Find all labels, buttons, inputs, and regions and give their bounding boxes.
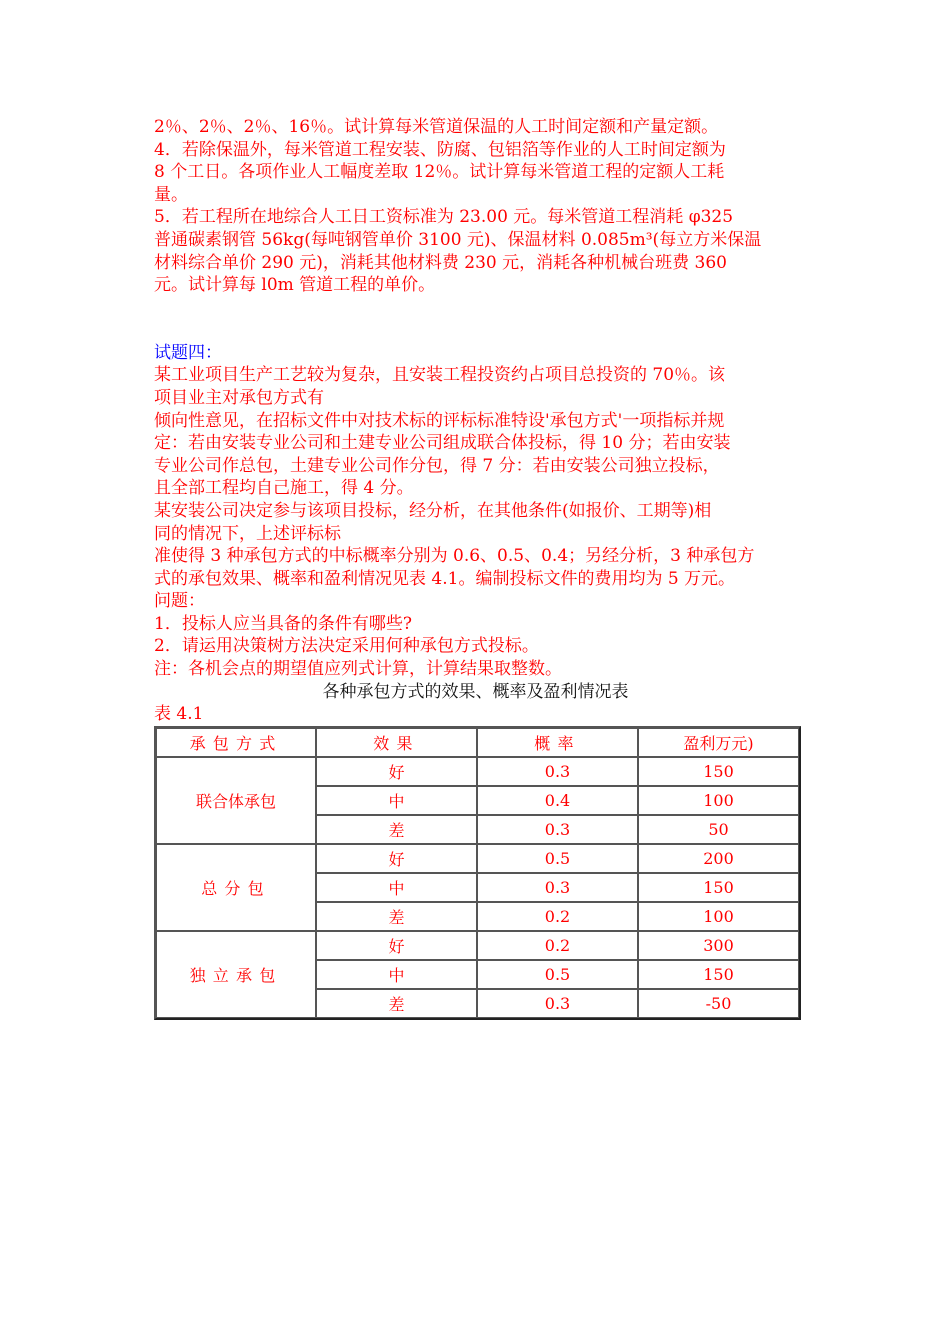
spacer <box>154 297 804 342</box>
table-row <box>156 757 799 786</box>
text-line: 元。试计算每 l0m 管道工程的单价。 <box>154 275 436 296</box>
profit-cell: -50 <box>638 989 799 1018</box>
effect-cell: 中 <box>316 960 477 989</box>
text-line: 专业公司作总包，土建专业公司作分包，得 7 分：若由安装公司独立投标， <box>154 455 720 476</box>
table-label: 表 4.1 <box>154 704 204 725</box>
effect-cell: 差 <box>316 815 477 844</box>
text-line: 项目业主对承包方式有 <box>154 387 324 408</box>
effect-cell: 好 <box>316 931 477 960</box>
section-title: 试题四： <box>154 342 222 363</box>
prob-cell: 0.3 <box>477 757 638 786</box>
group-cell: 联合体承包 <box>156 757 316 844</box>
document-body <box>154 116 804 1020</box>
prob-cell: 0.3 <box>477 989 638 1018</box>
text-line: 同的情况下，上述评标标 <box>154 523 341 544</box>
prob-cell: 0.3 <box>477 873 638 902</box>
text-line: 材料综合单价 290 元)，消耗其他材料费 230 元，消耗各种机械台班费 360 <box>154 252 727 273</box>
text-line: 倾向性意见，在招标文件中对技术标的评标标准特设'承包方式'一项指标并规 <box>154 410 725 431</box>
profit-cell: 300 <box>638 931 799 960</box>
text-line: 式的承包效果、概率和盈利情况见表 4.1。编制投标文件的费用均为 5 万元。 <box>154 568 736 589</box>
body-paragraphs <box>154 364 804 680</box>
effect-cell: 中 <box>316 786 477 815</box>
header-cell: 概率 <box>477 728 638 757</box>
profit-cell: 200 <box>638 844 799 873</box>
profit-cell: 150 <box>638 757 799 786</box>
prob-cell: 0.3 <box>477 815 638 844</box>
text-line: 8 个工日。各项作业人工幅度差取 12％。试计算每米管道工程的定额人工耗 <box>154 162 725 183</box>
text-line: 定：若由安装专业公司和土建专业公司组成联合体投标，得 10 分；若由安装 <box>154 433 731 454</box>
effect-cell: 差 <box>316 902 477 931</box>
text-line: 问题： <box>154 591 205 612</box>
text-line: 准使得 3 种承包方式的中标概率分别为 0.6、0.5、0.4；另经分析，3 种承包方 <box>154 546 755 567</box>
effect-cell: 好 <box>316 844 477 873</box>
table-caption: 各种承包方式的效果、概率及盈利情况表 <box>322 681 629 702</box>
text-line: 1．投标人应当具备的条件有哪些? <box>154 613 412 634</box>
text-line: 2％、2％、2％、16％。试计算每米管道保温的人工时间定额和产量定额。 <box>154 117 719 137</box>
contract-table <box>154 726 801 1020</box>
effect-cell: 好 <box>316 757 477 786</box>
profit-cell: 150 <box>638 960 799 989</box>
prob-cell: 0.5 <box>477 960 638 989</box>
prob-cell: 0.5 <box>477 844 638 873</box>
text-line: 且全部工程均自己施工，得 4 分。 <box>154 478 414 499</box>
text-line: 注：各机会点的期望值应列式计算，计算结果取整数。 <box>154 659 562 680</box>
table-row <box>156 931 799 960</box>
text-line: 5．若工程所在地综合人工日工资标准为 23.00 元。每米管道工程消耗 φ325 <box>154 207 734 228</box>
table-row <box>156 844 799 873</box>
profit-cell: 100 <box>638 902 799 931</box>
prob-cell: 0.2 <box>477 902 638 931</box>
effect-cell: 中 <box>316 873 477 902</box>
text-line: 某工业项目生产工艺较为复杂，且安装工程投资约占项目总投资的 70％。该 <box>154 365 726 386</box>
text-line: 某安装公司决定参与该项目投标，经分析，在其他条件(如报价、工期等)相 <box>154 500 712 521</box>
group-cell: 总分包 <box>156 844 316 931</box>
header-cell: 承包方式 <box>156 728 316 757</box>
header-cell: 盈利万元) <box>638 728 799 757</box>
group-cell: 独立承包 <box>156 931 316 1018</box>
text-line: 4．若除保温外，每米管道工程安装、防腐、包铝箔等作业的人工时间定额为 <box>154 139 726 160</box>
header-cell: 效果 <box>316 728 477 757</box>
prob-cell: 0.4 <box>477 786 638 815</box>
top-paragraphs <box>154 116 804 297</box>
text-line: 普通碳素钢管 56kg(每吨钢管单价 3100 元)、保温材料 0.085m³(每立方米保温 <box>154 229 762 250</box>
effect-cell: 差 <box>316 989 477 1018</box>
table-header-row <box>156 728 799 757</box>
profit-cell: 100 <box>638 786 799 815</box>
text-line: 2．请运用决策树方法决定采用何种承包方式投标。 <box>154 636 539 657</box>
profit-cell: 50 <box>638 815 799 844</box>
profit-cell: 150 <box>638 873 799 902</box>
text-line: 量。 <box>154 184 188 205</box>
prob-cell: 0.2 <box>477 931 638 960</box>
